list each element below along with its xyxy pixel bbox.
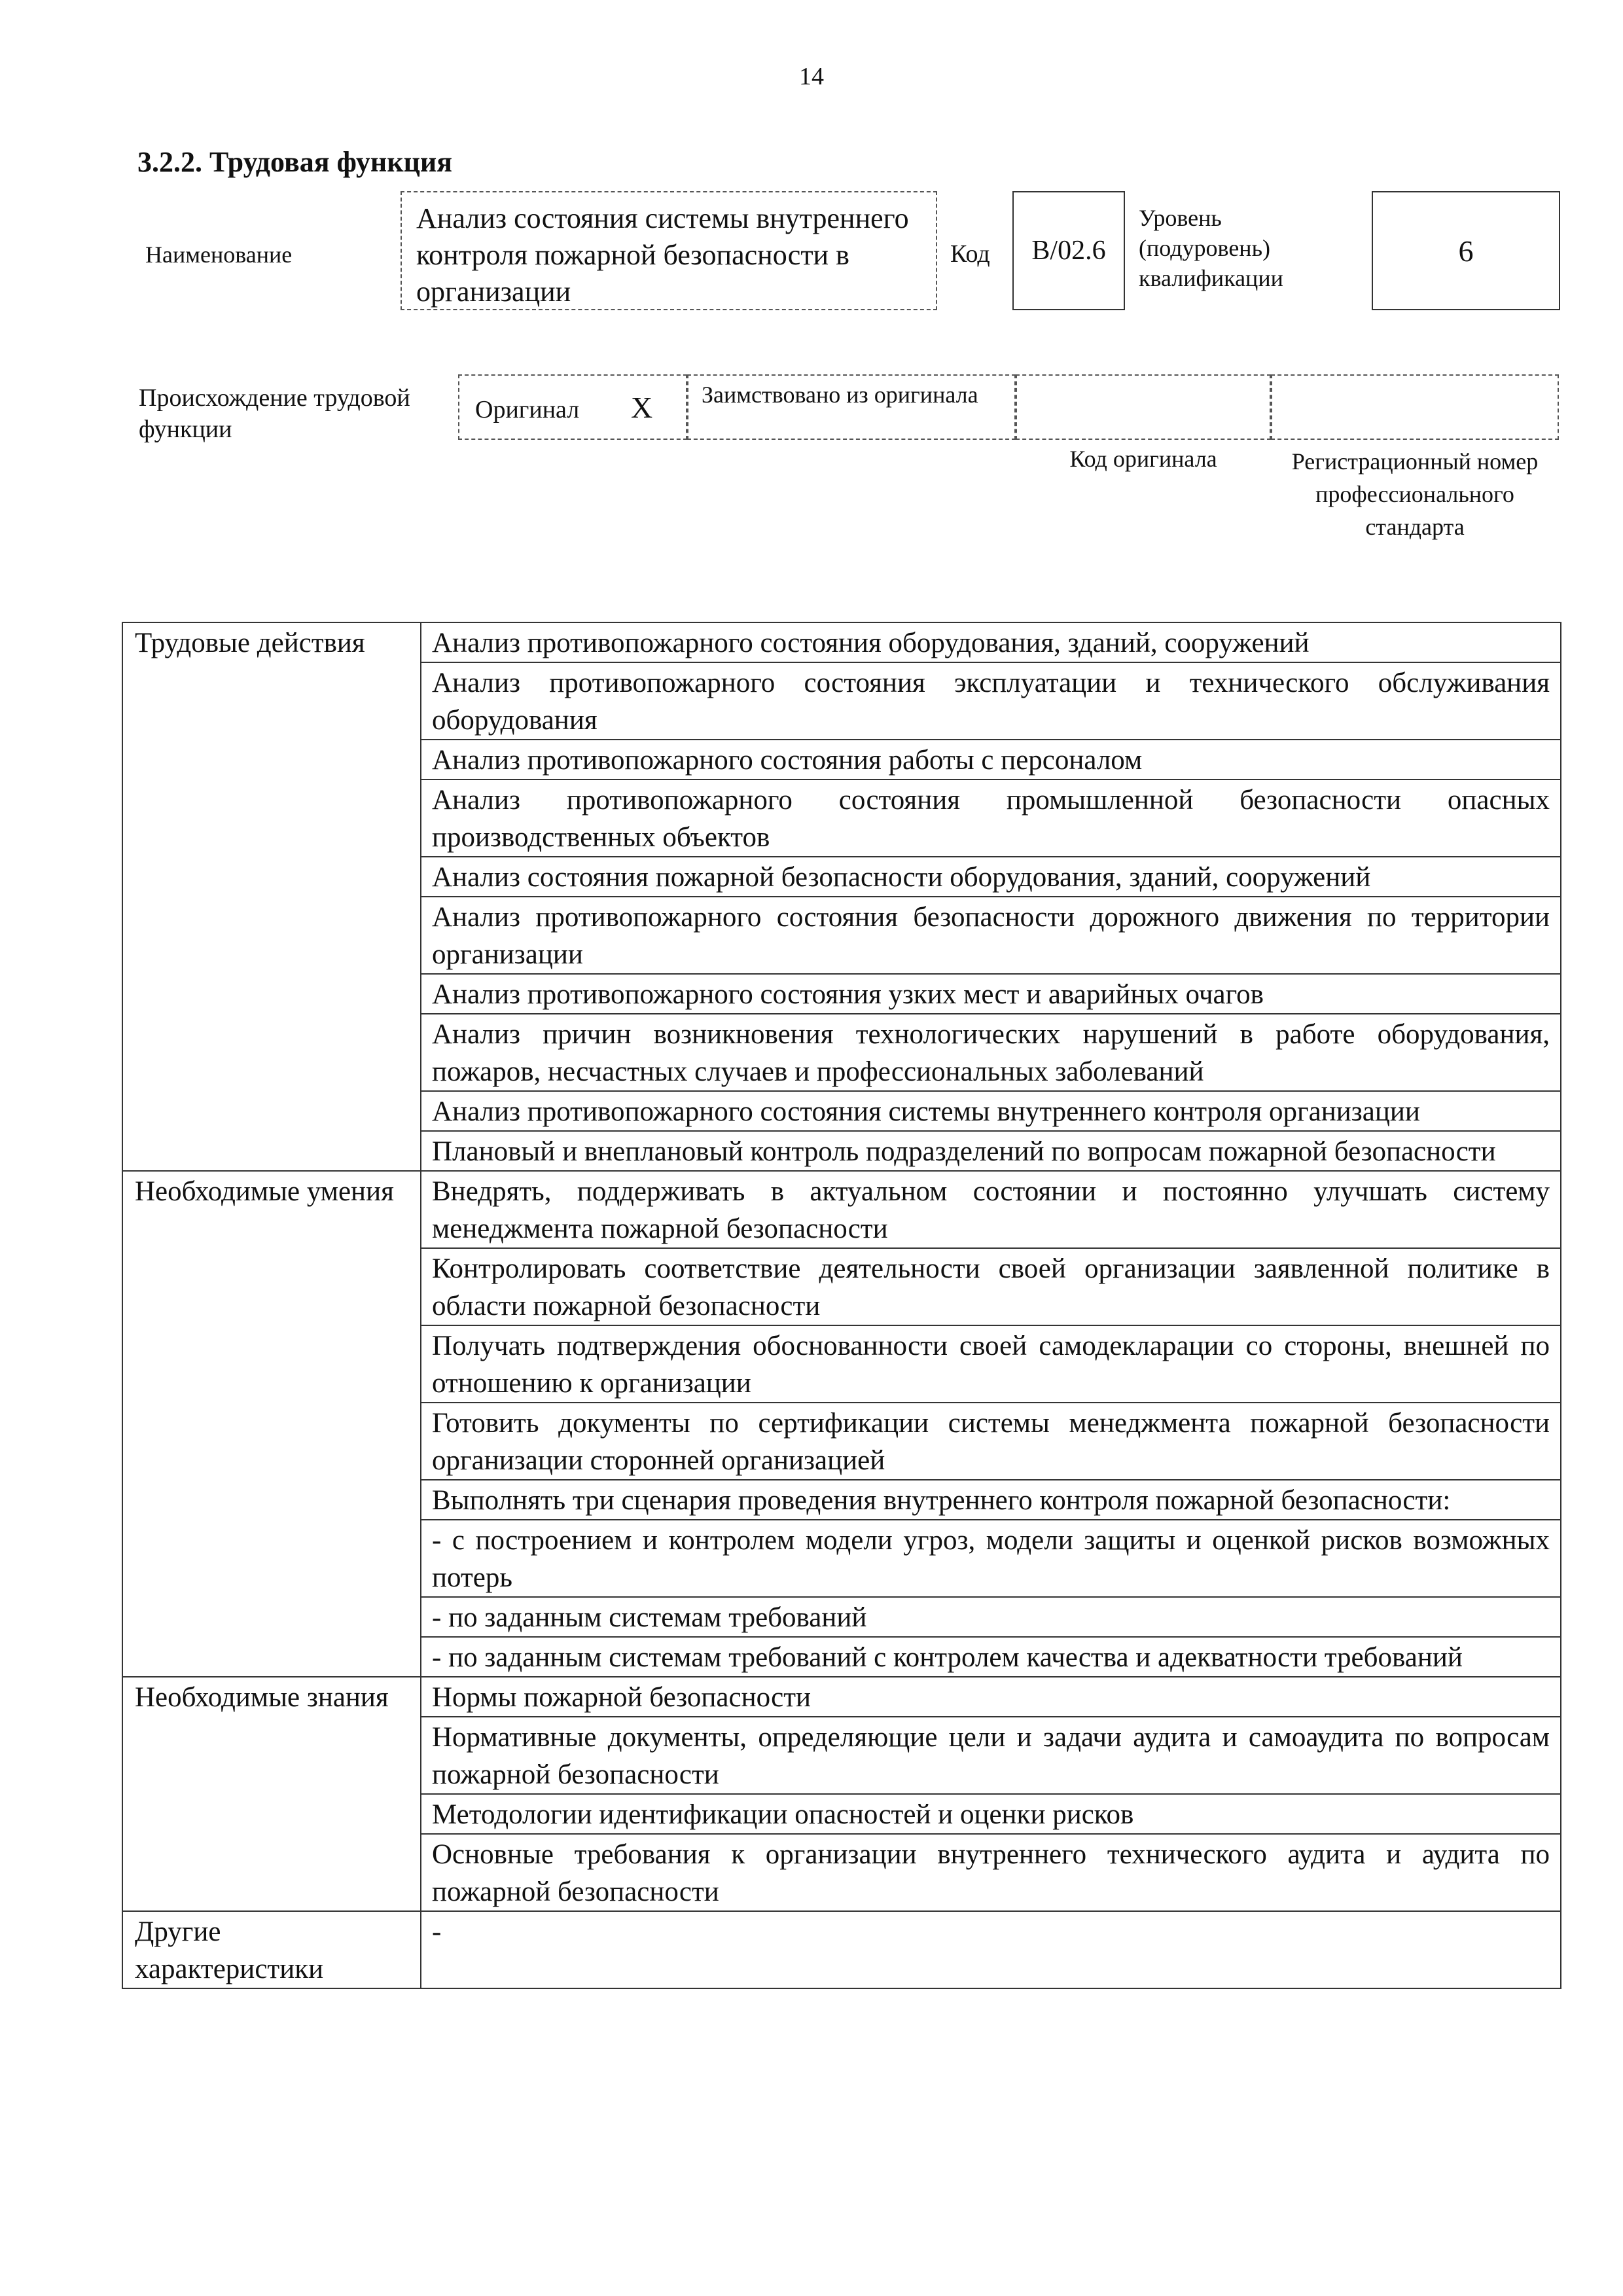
original-code-cell — [1016, 374, 1271, 440]
table-row — [122, 1171, 1561, 1248]
item-cell: Анализ противопожарного состояния промышленной безопасности опасных производственных объектов — [421, 780, 1561, 857]
item-cell: Контролировать соответствие деятельности своей организации заявленной политике в области пожарной безопасности — [421, 1248, 1561, 1325]
category-cell: Необходимые умения — [122, 1171, 421, 1677]
item-cell: - — [421, 1911, 1561, 1988]
item-cell: Нормативные документы, определяющие цели и задачи аудита и самоаудита по вопросам пожарной безопасности — [421, 1717, 1561, 1794]
item-cell: Выполнять три сценария проведения внутреннего контроля пожарной безопасности: — [421, 1480, 1561, 1520]
original-mark: X — [631, 391, 653, 424]
reg-number-caption: Регистрационный номер профессионального стандарта — [1291, 448, 1539, 540]
item-cell: Анализ противопожарного состояния работы с персоналом — [421, 740, 1561, 780]
item-cell: Получать подтверждения обоснованности своей самодекларации со стороны, внешней по отношению к организации — [421, 1325, 1561, 1403]
code-value: В/02.6 — [1012, 191, 1125, 310]
table-row — [122, 622, 1561, 662]
item-cell: Нормы пожарной безопасности — [421, 1677, 1561, 1717]
reg-number-cell — [1271, 374, 1559, 440]
table-row — [122, 1677, 1561, 1717]
item-cell: Основные требования к организации внутреннего технического аудита и аудита по пожарной безопасности — [421, 1834, 1561, 1911]
category-cell: Другие характеристики — [122, 1911, 421, 1988]
item-cell: Плановый и внеплановый контроль подразделений по вопросам пожарной безопасности — [421, 1131, 1561, 1171]
category-cell: Необходимые знания — [122, 1677, 421, 1911]
item-cell: Методологии идентификации опасностей и оценки рисков — [421, 1794, 1561, 1834]
function-name-box: Анализ состояния системы внутреннего контроля пожарной безопасности в организации — [401, 191, 937, 310]
borrowed-cell: Заимствовано из оригинала — [687, 374, 1016, 440]
name-label: Наименование — [145, 242, 293, 268]
item-cell: - по заданным системам требований — [421, 1597, 1561, 1637]
section-title: 3.2.2. Трудовая функция — [137, 146, 453, 178]
item-cell: Анализ противопожарного состояния эксплуатации и технического обслуживания оборудования — [421, 662, 1561, 740]
level-label-text: Уровень (подуровень) квалификации — [1139, 205, 1283, 291]
level-label — [1139, 203, 1355, 293]
origin-label: Происхождение трудовой функции — [139, 384, 410, 443]
function-table — [122, 622, 1561, 1989]
function-table-body — [122, 622, 1561, 1988]
item-cell: Анализ противопожарного состояния безопасности дорожного движения по территории организации — [421, 897, 1561, 974]
item-cell: Анализ противопожарного состояния системы внутреннего контроля организации — [421, 1091, 1561, 1131]
item-cell: Анализ состояния пожарной безопасности оборудования, зданий, сооружений — [421, 857, 1561, 897]
original-cell — [458, 374, 687, 440]
item-cell: Готовить документы по сертификации системы менеджмента пожарной безопасности организации сторонней организацией — [421, 1403, 1561, 1480]
item-cell: - с построением и контролем модели угроз, модели защиты и оценкой рисков возможных потерь — [421, 1520, 1561, 1597]
original-label: Оригинал — [475, 396, 580, 423]
item-cell: Анализ противопожарного состояния оборудования, зданий, сооружений — [421, 622, 1561, 662]
page-number: 14 — [799, 63, 824, 90]
original-code-caption: Код оригинала — [1069, 446, 1217, 472]
item-cell: - по заданным системам требований с контролем качества и адекватности требований — [421, 1637, 1561, 1677]
code-label: Код — [950, 240, 990, 268]
item-cell: Анализ противопожарного состояния узких мест и аварийных очагов — [421, 974, 1561, 1014]
item-cell: Анализ причин возникновения технологических нарушений в работе оборудования, пожаров, несчастных случаев и профессиональных заболеваний — [421, 1014, 1561, 1091]
category-cell: Трудовые действия — [122, 622, 421, 1171]
item-cell: Внедрять, поддерживать в актуальном состоянии и постоянно улучшать систему менеджмента пожарной безопасности — [421, 1171, 1561, 1248]
level-value: 6 — [1372, 191, 1560, 310]
table-row — [122, 1911, 1561, 1988]
